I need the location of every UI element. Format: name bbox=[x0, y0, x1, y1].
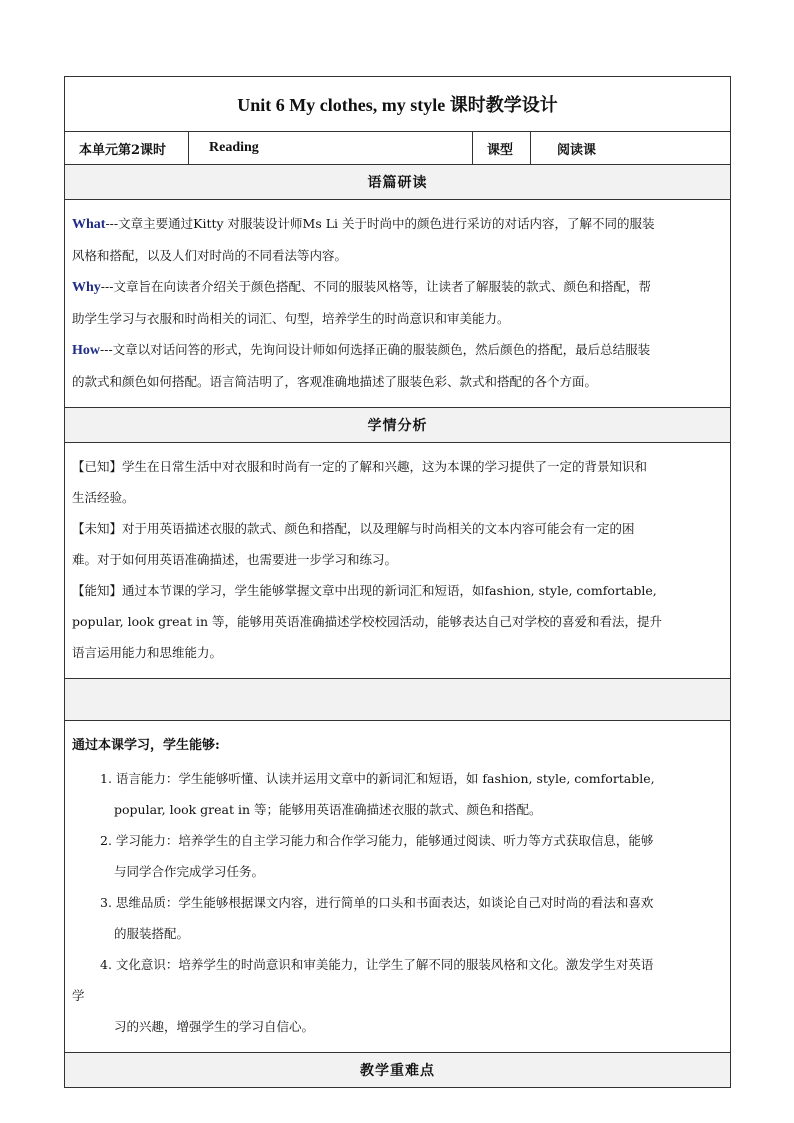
objective-4-line-1: 4. 文化意识：培养学生的时尚意识和审美能力，让学生了解不同的服装风格和文化。激发学生对英语 bbox=[100, 957, 654, 972]
learner-analysis-heading: 学情分析 bbox=[65, 408, 731, 443]
how-line-2: 的款式和颜色如何搭配。语言简洁明了，客观准确地描述了服装色彩、款式和搭配的各个方面。 bbox=[72, 374, 598, 389]
what-line-1: What---文章主要通过Kitty 对服装设计师Ms Li 关于时尚中的颜色进行采访的对话内容，了解不同的服装 bbox=[72, 216, 655, 232]
able-line-3: 语言运用能力和思维能力。 bbox=[72, 645, 223, 660]
able-line-2: popular, look great in 等，能够用英语准确描述学校校园活动，能够表达自己对学校的喜爱和看法，提升 bbox=[72, 614, 663, 629]
why-line-1: Why---文章旨在向读者介绍关于颜色搭配、不同的服装风格等，让读者了解服装的款式、颜色和搭配，帮 bbox=[72, 279, 651, 295]
objectives-row bbox=[65, 721, 731, 1053]
objective-1-line-2: popular, look great in 等；能够用英语准确描述衣服的款式、颜色和搭配。 bbox=[114, 802, 542, 817]
why-key: Why bbox=[72, 280, 101, 295]
lesson-type-label: 课型 bbox=[473, 132, 531, 165]
lesson-number: 本单元第2课时 bbox=[65, 132, 189, 165]
title-row bbox=[65, 77, 731, 132]
lesson-plan-table bbox=[64, 76, 731, 1088]
document-title: Unit 6 My clothes, my style 课时教学设计 bbox=[65, 77, 731, 132]
learner-row bbox=[65, 443, 731, 679]
objectives-intro: 通过本课学习，学生能够: bbox=[72, 738, 220, 753]
known-line-2: 生活经验。 bbox=[72, 490, 135, 505]
learner-analysis-content bbox=[65, 443, 731, 679]
why-line-2: 助学生学习与衣服和时尚相关的词汇、句型，培养学生的时尚意识和审美能力。 bbox=[72, 311, 510, 326]
objective-4-line-2: 学 bbox=[72, 988, 85, 1003]
objective-2-line-1: 2. 学习能力：培养学生的自主学习能力和合作学习能力，能够通过阅读、听力等方式获取信息，能够 bbox=[100, 833, 654, 848]
key-points-heading: 教学重难点 bbox=[65, 1053, 731, 1088]
learner-heading-row bbox=[65, 408, 731, 443]
objective-3-line-2: 的服装搭配。 bbox=[114, 926, 190, 941]
how-line-1: How---文章以对话问答的形式，先询问设计师如何选择正确的服装颜色，然后颜色的搭配，最后总结服装 bbox=[72, 342, 651, 358]
unknown-line-2: 难。对于如何用英语准确描述，也需要进一步学习和练习。 bbox=[72, 552, 398, 567]
objective-3-line-1: 3. 思维品质：学生能够根据课文内容，进行简单的口头和书面表达，如谈论自己对时尚的看法和喜欢 bbox=[100, 895, 654, 910]
objectives-content bbox=[65, 721, 731, 1053]
objective-2-line-2: 与同学合作完成学习任务。 bbox=[114, 864, 265, 879]
able-line-1: 【能知】通过本节课的学习，学生能够掌握文章中出现的新词汇和短语，如fashion, style, comfortable, bbox=[72, 583, 657, 598]
objective-4-line-3: 习的兴趣，增强学生的学习自信心。 bbox=[114, 1019, 315, 1034]
text-study-heading-row bbox=[65, 165, 731, 200]
text-study-row bbox=[65, 200, 731, 408]
text-study-content bbox=[65, 200, 731, 408]
objective-1-line-1: 1. 语言能力：学生能够听懂、认读并运用文章中的新词汇和短语，如 fashion, style, comfortable, bbox=[100, 771, 655, 786]
lesson-topic: Reading bbox=[189, 132, 473, 165]
text-study-heading: 语篇研读 bbox=[65, 165, 731, 200]
known-line-1: 【已知】学生在日常生活中对衣服和时尚有一定的了解和兴趣，这为本课的学习提供了一定的背景知识和 bbox=[72, 459, 648, 474]
how-key: How bbox=[72, 343, 100, 358]
info-row bbox=[65, 132, 731, 165]
objectives-heading-row bbox=[65, 679, 731, 721]
objectives-heading bbox=[65, 679, 731, 721]
lesson-type-value: 阅读课 bbox=[531, 132, 731, 165]
unknown-line-1: 【未知】对于用英语描述衣服的款式、颜色和搭配，以及理解与时尚相关的文本内容可能会有一定的困 bbox=[72, 521, 635, 536]
key-points-heading-row bbox=[65, 1053, 731, 1088]
what-key: What bbox=[72, 217, 106, 232]
what-line-2: 风格和搭配，以及人们对时尚的不同看法等内容。 bbox=[72, 248, 348, 263]
